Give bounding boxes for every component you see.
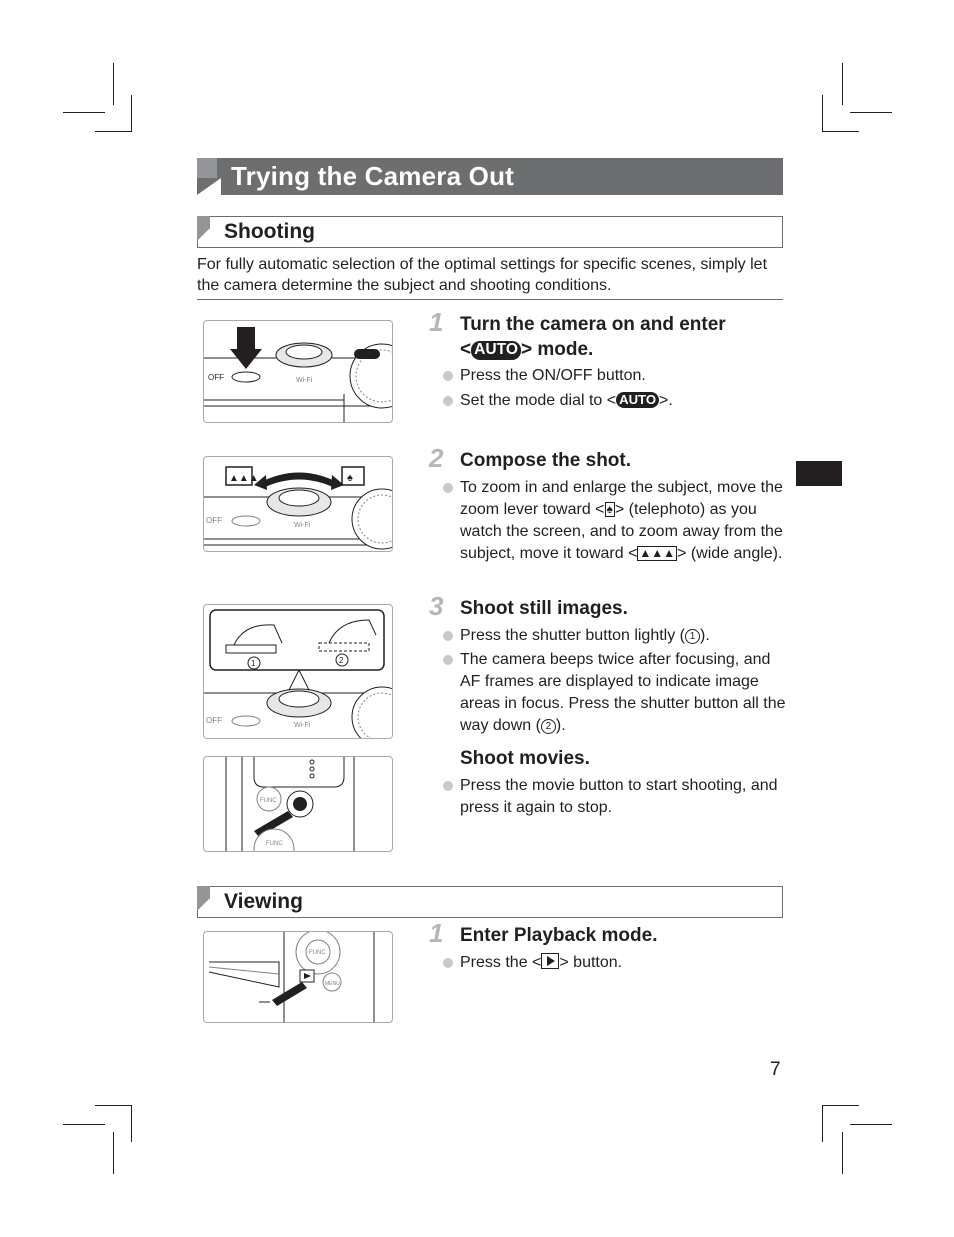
playback-button-drawing — [204, 932, 392, 1022]
text-a: To zoom in and enlarge the subject, move the zoom lever toward < — [460, 479, 783, 518]
zoom-lever-drawing — [204, 457, 392, 551]
page-number: 7 — [770, 1059, 781, 1080]
crop-mark-tr-h2 — [822, 131, 859, 132]
step-number: 1 — [429, 918, 444, 948]
bullet-text — [460, 477, 790, 565]
bullet-text — [460, 390, 790, 412]
crop-mark-bl-h — [63, 1124, 105, 1125]
illustration-power-button — [203, 320, 393, 423]
step-title-line1: Turn the camera on and enter — [460, 314, 726, 335]
crop-mark-tl-v — [113, 63, 114, 105]
bullet-text — [460, 952, 790, 974]
step-title-shoot-still: Shoot still images. — [460, 598, 628, 619]
page-title: Trying the Camera Out — [231, 161, 515, 191]
crop-mark-tl-h2 — [95, 131, 132, 132]
circle-2-icon: 2 — [541, 719, 556, 734]
bullet-text: Press the ON/OFF button. — [460, 367, 646, 384]
callout-1: 1 — [251, 659, 256, 668]
shutter-button-drawing — [204, 605, 392, 738]
func-label: FUNC — [309, 950, 326, 956]
wifi-label: Wi-Fi — [294, 722, 311, 729]
text-pre: Press the < — [460, 954, 542, 971]
text-post: >. — [659, 392, 673, 409]
playback-icon — [541, 953, 559, 969]
circle-1-icon: 1 — [685, 629, 700, 644]
bullet-dot-icon — [443, 781, 453, 791]
page-title-bar — [197, 158, 783, 195]
section-heading-viewing — [197, 886, 783, 918]
bullet-dot-icon — [443, 396, 453, 406]
title-post: > mode. — [520, 339, 594, 360]
bullet-dot-icon — [443, 631, 453, 641]
text-pre: Press the shutter button lightly ( — [460, 627, 685, 644]
heading-decoration-tri — [197, 899, 209, 911]
text-b: > (telephoto) as you watch the screen, and to zoom away from the subject, move it toward < — [460, 501, 783, 562]
step-number: 3 — [429, 591, 444, 621]
chapter-tab-marker — [796, 461, 842, 486]
section-heading-text: Shooting — [224, 220, 315, 243]
crop-mark-tr-h — [850, 112, 892, 113]
text-post: ). — [555, 717, 566, 734]
title-decoration-notch — [197, 178, 221, 195]
title-pre: < — [460, 339, 472, 360]
heading-decoration-tri — [197, 229, 209, 241]
step-title-line2 — [460, 337, 726, 362]
wide-angle-icon: ▲▲▲ — [639, 546, 676, 560]
func-label: FUNC — [260, 798, 277, 804]
bullet-dot-icon — [443, 483, 453, 493]
text-pre: Set the mode dial to < — [460, 392, 617, 409]
step-title-turn-on — [460, 312, 726, 362]
crop-mark-tl-h — [63, 112, 105, 113]
bullet-dot-icon — [443, 655, 453, 665]
shooting-intro: For fully automatic selection of the optimal settings for specific scenes, simply let the camera determine the subject and shooting conditions. — [197, 256, 768, 294]
crop-mark-tl-v2 — [131, 95, 132, 132]
crop-mark-br-v — [842, 1132, 843, 1174]
illustration-movie-button — [203, 756, 393, 852]
text-post: ). — [700, 627, 710, 644]
crop-mark-tr-v2 — [822, 95, 823, 132]
off-label: OFF — [208, 373, 224, 382]
step-title-compose: Compose the shot. — [460, 450, 632, 471]
off-label: OFF — [206, 716, 222, 725]
text-pre: The camera beeps twice after focusing, and AF frames are displayed to indicate image areas in focus. Press the shutter button all the way down ( — [460, 651, 786, 734]
section-heading-shooting — [197, 216, 783, 248]
section-heading-text: Viewing — [224, 890, 303, 913]
text-c: > (wide angle). — [677, 545, 783, 562]
tele-mark: ♠ — [347, 472, 353, 484]
step-number: 1 — [429, 307, 444, 337]
illustration-playback-button — [203, 931, 393, 1023]
power-button-drawing — [204, 321, 392, 422]
divider — [197, 299, 783, 300]
callout-2: 2 — [339, 656, 344, 665]
wide-mark: ▲▲▲ — [229, 473, 259, 484]
telephoto-icon: ♠ — [606, 502, 613, 516]
crop-mark-br-h2 — [822, 1105, 859, 1106]
wifi-label: Wi-Fi — [296, 377, 313, 384]
crop-mark-br-h — [850, 1124, 892, 1125]
title-decoration — [197, 158, 217, 178]
off-label: OFF — [206, 516, 222, 525]
bullet-text: Press the movie button to start shooting, and press it again to stop. — [460, 777, 778, 816]
text-post: > button. — [559, 954, 623, 971]
illustration-shutter-button — [203, 604, 393, 739]
menu-label: MENU — [325, 981, 340, 987]
bullet-text — [460, 625, 790, 647]
auto-mode-icon: AUTO — [616, 392, 659, 408]
step-title-shoot-movies: Shoot movies. — [460, 748, 590, 769]
bullet-dot-icon — [443, 958, 453, 968]
movie-button-drawing — [204, 757, 392, 851]
crop-mark-bl-h2 — [95, 1105, 132, 1106]
wifi-label: Wi-Fi — [294, 522, 311, 529]
func-label-2: FUNC — [266, 841, 283, 847]
heading-decoration — [197, 886, 210, 899]
crop-mark-tr-v — [842, 63, 843, 105]
crop-mark-br-v2 — [822, 1105, 823, 1142]
crop-mark-bl-v2 — [131, 1105, 132, 1142]
heading-decoration — [197, 216, 210, 229]
bullet-text — [460, 649, 790, 737]
auto-mode-icon: AUTO — [471, 341, 521, 360]
illustration-zoom-lever — [203, 456, 393, 552]
bullet-dot-icon — [443, 371, 453, 381]
step-title-playback: Enter Playback mode. — [460, 925, 658, 946]
crop-mark-bl-v — [113, 1132, 114, 1174]
step-number: 2 — [429, 443, 444, 473]
